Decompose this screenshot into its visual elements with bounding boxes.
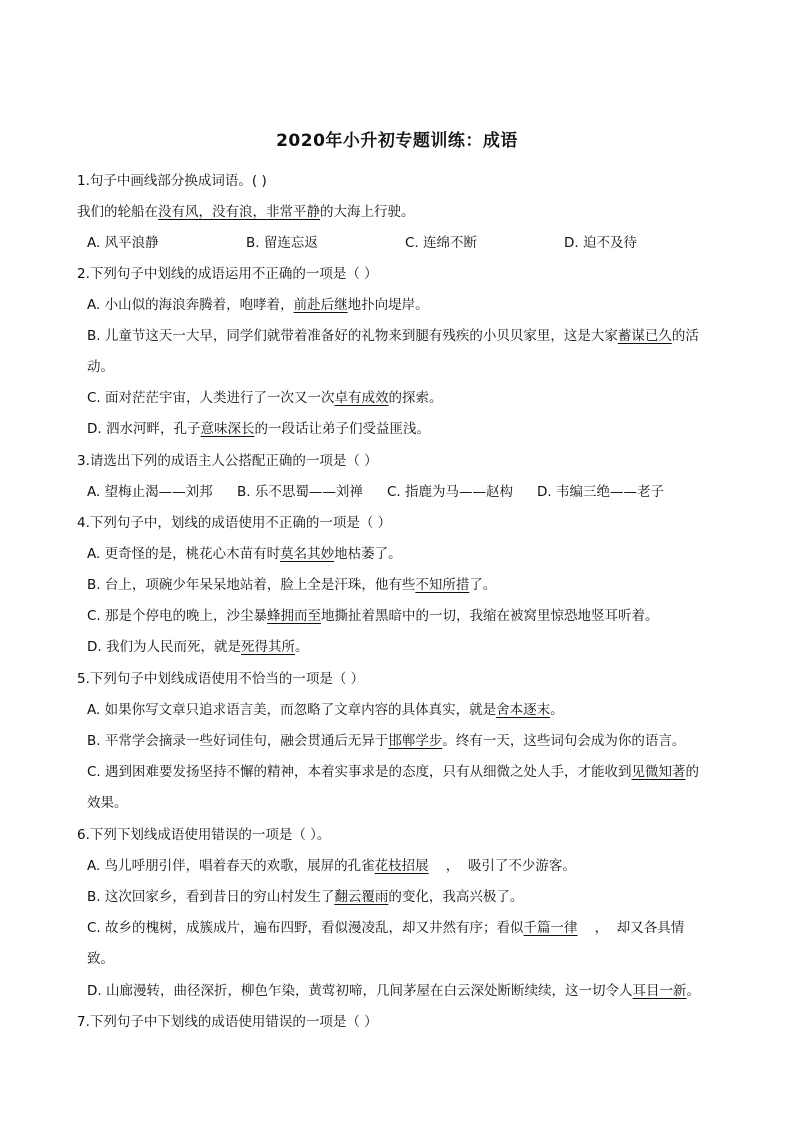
option-c: C. 连绵不断 [405,235,478,251]
question-2-option-b: B. 儿童节这天一大早，同学们就带着准备好的礼物来到腿有残疾的小贝贝家里，这是大家蓄谋已久的活 [87,328,699,344]
question-4-stem: 4.下列句子中，划线的成语使用不正确的一项是（ ） [77,515,392,531]
question-6-option-c-cont: 致。 [87,951,114,967]
question-6-option-b: B. 这次回家乡，看到昔日的穷山村发生了翻云覆雨的变化，我高兴极了。 [87,889,524,905]
question-4-option-b: B. 台上，项碗少年呆呆地站着，脸上全是汗珠，他有些不知所措了。 [87,577,497,593]
option-c: C. 指鹿为马——赵构 [387,484,514,500]
question-5-stem: 5.下列句子中划线成语使用不恰当的一项是（ ） [77,671,365,687]
option-a: A. 望梅止渴——刘邦 [87,484,213,500]
question-2-option-c: C. 面对茫茫宇宙，人类进行了一次又一次卓有成效的探索。 [87,390,443,406]
question-5-option-b: B. 平常学会摘录一些好词佳句，融会贯通后无异于邯郸学步。终有一天，这些词句会成为你的语言。 [87,733,686,749]
option-d: D. 迫不及待 [564,235,637,251]
question-2-option-b-cont: 动。 [87,359,114,375]
question-5-option-a: A. 如果你写文章只追求语言美，而忽略了文章内容的具体真实，就是舍本逐末。 [87,702,564,718]
question-6-option-c: C. 故乡的槐树，成簇成片，遍布四野，看似漫凌乱，却又井然有序；看似千篇一律 ， 却又各具情 [87,920,685,936]
question-1-options [87,234,637,252]
question-5-option-c-cont: 效果。 [87,795,128,811]
option-b: B. 留连忘返 [246,235,318,251]
question-1-sentence: 我们的轮船在没有风，没有浪，非常平静的大海上行驶。 [77,204,415,220]
option-a: A. 风平浪静 [87,235,159,251]
question-3-options [87,483,664,501]
question-2-option-d: D. 泗水河畔，孔子意味深长的一段话让弟子们受益匪浅。 [87,421,430,437]
question-5-option-c: C. 遇到困难要发扬坚持不懈的精神，本着实事求是的态度，只有从细微之处人手，才能收到见微知著的 [87,764,700,780]
question-6-option-d: D. 山廊漫转，曲径深折，柳色乍染，黄莺初啼，几间茅屋在白云深处断断续续，这一切令人耳目一新。 [87,983,700,999]
question-1-stem: 1.句子中画线部分换成词语。( ) [77,173,267,189]
question-4-option-d: D. 我们为人民而死，就是死得其所。 [87,639,309,655]
question-6-option-a: A. 鸟儿呼朋引伴，唱着春天的欢歌，展屏的孔雀花枝招展 ， 吸引了不少游客。 [87,858,576,874]
page-title: 2020年小升初专题训练：成语 [276,131,518,151]
question-2-stem: 2.下列句子中划线的成语运用不正确的一项是（ ） [77,266,378,282]
option-b: B. 乐不思蜀——刘禅 [237,484,363,500]
question-4-option-c: C. 那是个停电的晚上，沙尘暴蜂拥而至地撕扯着黑暗中的一切，我缩在被窝里惊恐地竖耳听着。 [87,608,659,624]
question-6-stem: 6.下列下划线成语使用错误的一项是（ ）。 [77,827,331,843]
option-d: D. 韦编三绝——老子 [537,484,664,500]
question-7-stem: 7.下列句子中下划线的成语使用错误的一项是（ ） [77,1014,378,1030]
underlined-phrase: 没有风，没有浪，非常平静 [158,204,320,220]
question-4-option-a: A. 更奇怪的是，桃花心木苗有时莫名其妙地枯萎了。 [87,546,402,562]
question-2-option-a: A. 小山似的海浪奔腾着，咆哮着，前赴后继地扑向堤岸。 [87,297,429,313]
question-3-stem: 3.请选出下列的成语主人公搭配正确的一项是（ ） [77,453,378,469]
